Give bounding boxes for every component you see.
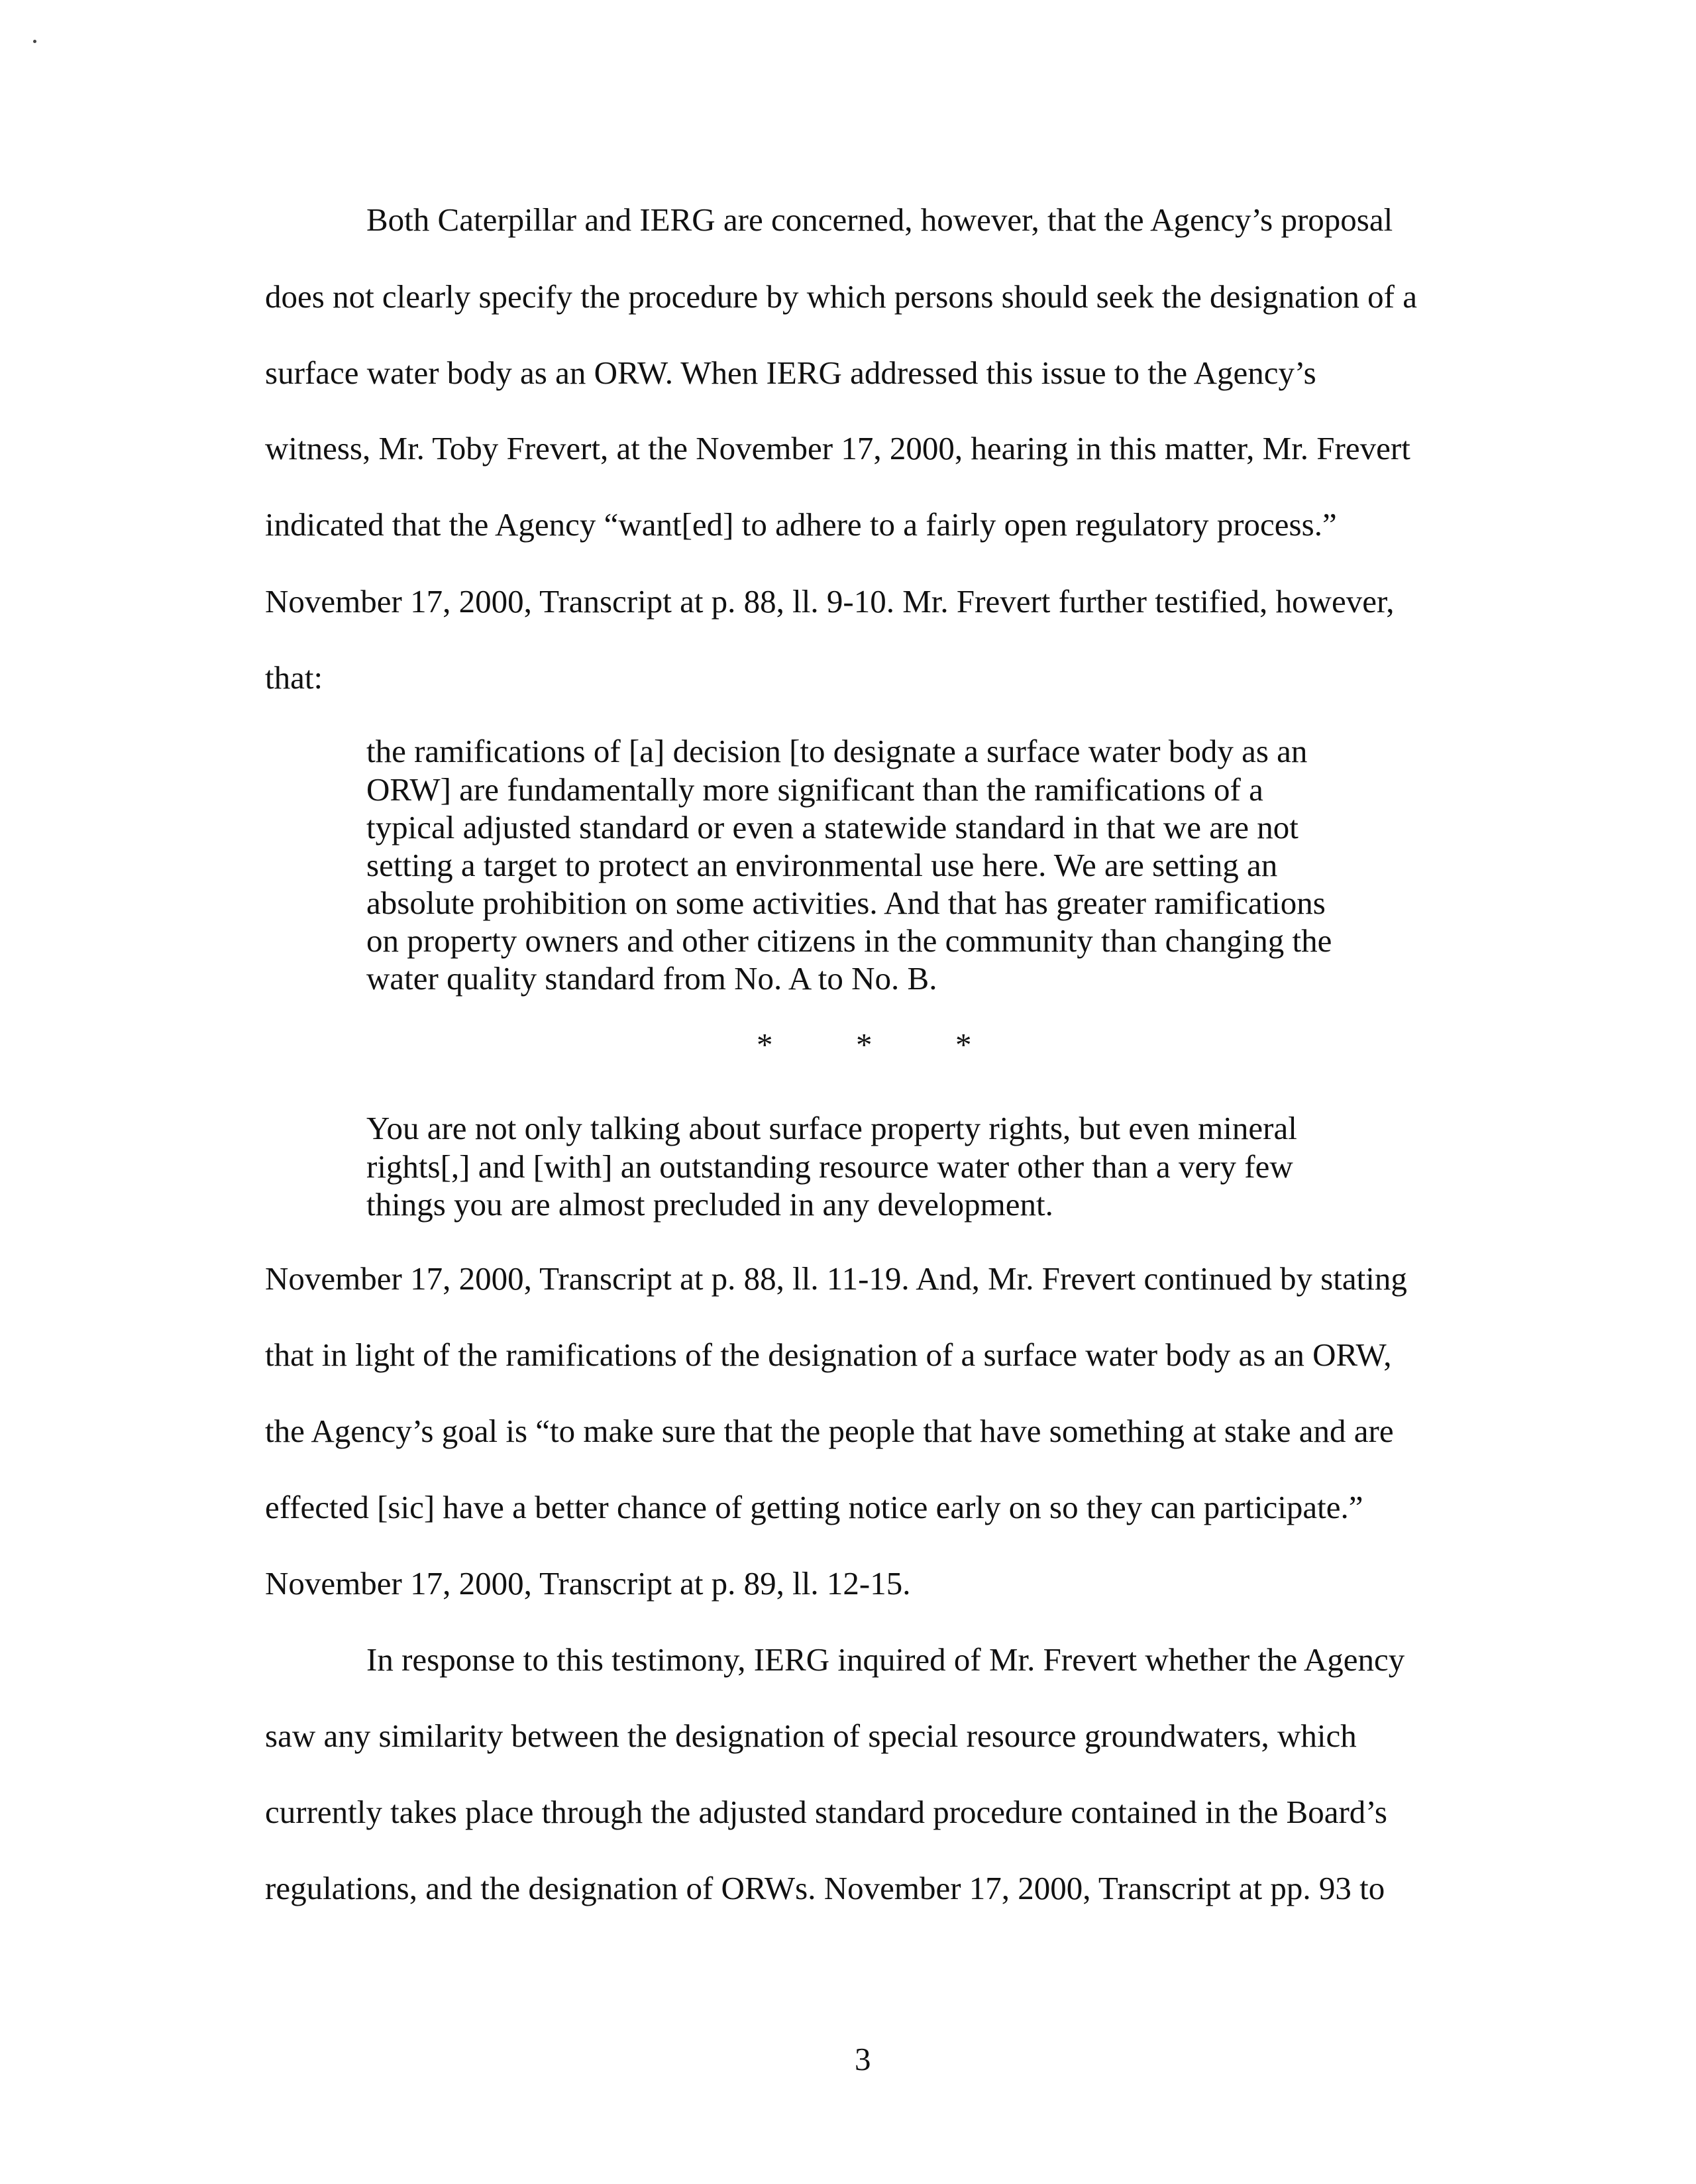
ellipsis-separator: [0, 1026, 1696, 1065]
text-line: witness, Mr. Toby Frevert, at the November 17, 2000, hearing in this matter, Mr. Frevert: [265, 430, 1410, 466]
text-line: Both Caterpillar and IERG are concerned, however, that the Agency’s proposal: [366, 201, 1393, 238]
asterisk: *: [757, 1026, 773, 1063]
quote-line: the ramifications of [a] decision [to designate a surface water body as an: [366, 733, 1308, 769]
quote-line: ORW] are fundamentally more significant than the ramifications of a: [366, 771, 1263, 808]
text-line: currently takes place through the adjusted standard procedure contained in the Board’s: [265, 1794, 1387, 1830]
quote-line: typical adjusted standard or even a statewide standard in that we are not: [366, 809, 1298, 846]
text-line: November 17, 2000, Transcript at p. 89, ll. 12-15.: [265, 1565, 911, 1602]
quote-line: You are not only talking about surface property rights, but even mineral: [366, 1110, 1297, 1146]
quote-line: rights[,] and [with] an outstanding resource water other than a very few: [366, 1148, 1293, 1185]
text-line: saw any similarity between the designation of special resource groundwaters, which: [265, 1718, 1357, 1754]
page-number: 3: [855, 2041, 871, 2077]
quote-line: on property owners and other citizens in the community than changing the: [366, 922, 1332, 959]
asterisk: *: [856, 1026, 873, 1063]
text-line: the Agency’s goal is “to make sure that the people that have something at stake and are: [265, 1413, 1394, 1449]
text-line: November 17, 2000, Transcript at p. 88, ll. 11-19. And, Mr. Frevert continued by stating: [265, 1260, 1407, 1297]
text-line: that in light of the ramifications of the designation of a surface water body as an ORW,: [265, 1337, 1392, 1373]
asterisk: *: [955, 1026, 972, 1063]
text-line: indicated that the Agency “want[ed] to adhere to a fairly open regulatory process.”: [265, 506, 1337, 543]
text-line: In response to this testimony, IERG inquired of Mr. Frevert whether the Agency: [366, 1641, 1405, 1678]
text-line: surface water body as an ORW. When IERG addressed this issue to the Agency’s: [265, 355, 1316, 391]
text-line: does not clearly specify the procedure by which persons should seek the designation of a: [265, 278, 1417, 315]
quote-line: things you are almost precluded in any development.: [366, 1186, 1053, 1223]
text-line: effected [sic] have a better chance of getting notice early on so they can participate.”: [265, 1489, 1363, 1525]
scan-speck: [33, 40, 36, 43]
quote-line: absolute prohibition on some activities. And that has greater ramifications: [366, 885, 1326, 921]
text-line: regulations, and the designation of ORWs. November 17, 2000, Transcript at pp. 93 to: [265, 1870, 1385, 1906]
text-line: November 17, 2000, Transcript at p. 88, ll. 9-10. Mr. Frevert further testified, however,: [265, 583, 1395, 620]
quote-line: setting a target to protect an environmental use here. We are setting an: [366, 847, 1278, 883]
text-line: that:: [265, 659, 323, 696]
quote-line: water quality standard from No. A to No. B.: [366, 960, 937, 997]
